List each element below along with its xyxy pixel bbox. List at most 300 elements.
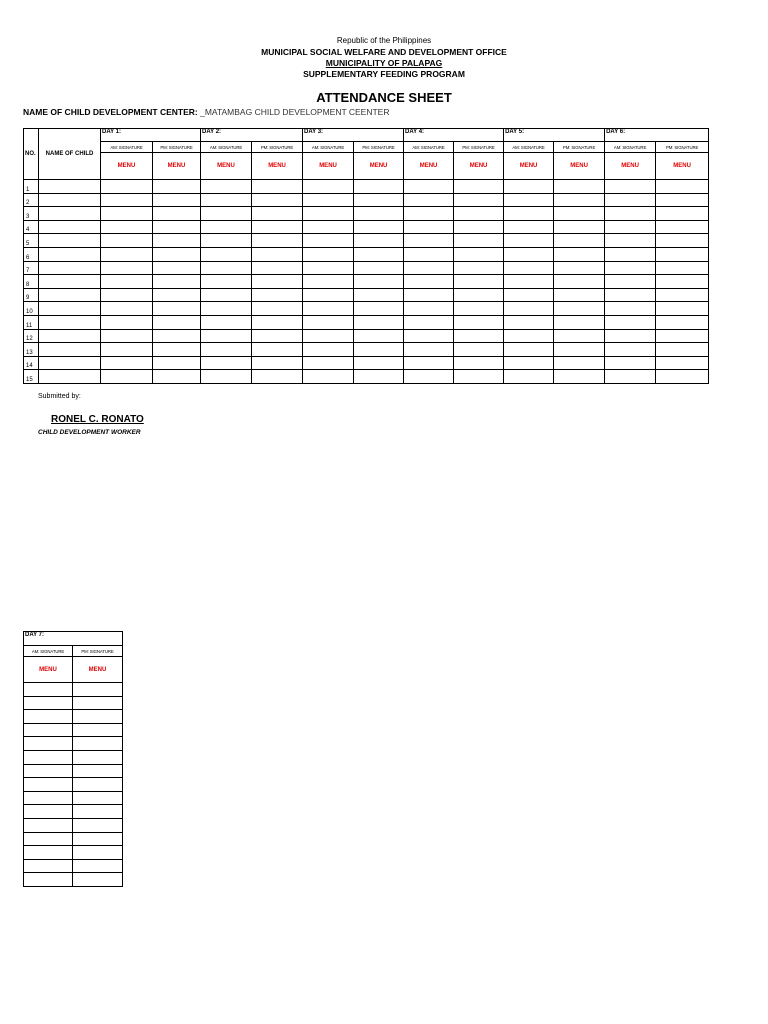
table-row: [24, 315, 709, 329]
table-row: [24, 832, 123, 846]
row-number: 1: [24, 180, 39, 194]
table-cell: [252, 315, 303, 329]
pm-signature-header: PM: SIGNATURE: [73, 646, 123, 657]
table-cell: [73, 805, 123, 819]
table-cell: [101, 315, 153, 329]
table-cell: [201, 288, 252, 302]
table-cell: [404, 220, 454, 234]
table-cell: [73, 846, 123, 860]
table-cell: [605, 370, 656, 384]
office-heading: MUNICIPAL SOCIAL WELFARE AND DEVELOPMENT OFFICE: [261, 47, 507, 57]
row-number: 13: [24, 343, 39, 357]
table-cell: [656, 302, 709, 316]
day-header: DAY 3:: [303, 129, 404, 142]
table-cell: [404, 275, 454, 289]
table-cell: [24, 696, 73, 710]
table-row: [24, 791, 123, 805]
table-cell: [404, 343, 454, 357]
table-cell: [101, 288, 153, 302]
table-cell: [101, 356, 153, 370]
menu-label: MENU: [153, 153, 201, 180]
table-cell: [252, 247, 303, 261]
menu-label: MENU: [504, 153, 554, 180]
table-cell: [454, 329, 504, 343]
table-cell: [201, 302, 252, 316]
table-row: [24, 275, 709, 289]
no-column-header: NO.: [24, 129, 39, 180]
table-cell: [101, 343, 153, 357]
table-cell: [24, 778, 73, 792]
table-cell: [454, 193, 504, 207]
table-cell: [39, 207, 101, 221]
table-row: [24, 778, 123, 792]
table-cell: [354, 220, 404, 234]
table-cell: [656, 329, 709, 343]
table-cell: [24, 832, 73, 846]
table-cell: [101, 220, 153, 234]
table-row: [24, 737, 123, 751]
table-cell: [656, 370, 709, 384]
am-signature-header: AM: SIGNATURE: [101, 142, 153, 153]
table-cell: [73, 818, 123, 832]
table-cell: [554, 220, 605, 234]
table-cell: [101, 247, 153, 261]
row-number: 3: [24, 207, 39, 221]
table-cell: [656, 193, 709, 207]
table-cell: [303, 234, 354, 248]
table-cell: [354, 207, 404, 221]
table-cell: [39, 261, 101, 275]
table-cell: [504, 234, 554, 248]
table-cell: [656, 288, 709, 302]
table-cell: [39, 356, 101, 370]
table-row: [24, 370, 709, 384]
table-cell: [24, 846, 73, 860]
center-value: _MATAMBAG CHILD DEVELOPMENT CEENTER: [197, 107, 390, 117]
table-cell: [73, 832, 123, 846]
table-cell: [656, 220, 709, 234]
table-row: [24, 193, 709, 207]
table-cell: [605, 234, 656, 248]
table-cell: [252, 343, 303, 357]
table-cell: [554, 315, 605, 329]
table-cell: [73, 683, 123, 697]
table-cell: [39, 275, 101, 289]
table-cell: [504, 288, 554, 302]
table-cell: [605, 329, 656, 343]
row-number: 5: [24, 234, 39, 248]
table-cell: [201, 207, 252, 221]
am-signature-header: AM: SIGNATURE: [605, 142, 656, 153]
table-cell: [153, 234, 201, 248]
table-cell: [656, 207, 709, 221]
table-cell: [504, 193, 554, 207]
table-cell: [303, 180, 354, 194]
table-cell: [24, 723, 73, 737]
table-cell: [454, 275, 504, 289]
table-cell: [554, 193, 605, 207]
table-cell: [554, 370, 605, 384]
table-row: [24, 329, 709, 343]
table-cell: [554, 356, 605, 370]
menu-label: MENU: [201, 153, 252, 180]
signer-name: RONEL C. RONATO: [51, 414, 144, 425]
table-row: [24, 723, 123, 737]
table-cell: [39, 193, 101, 207]
table-cell: [656, 343, 709, 357]
table-cell: [404, 329, 454, 343]
table-cell: [504, 220, 554, 234]
table-row: [24, 261, 709, 275]
table-cell: [504, 261, 554, 275]
row-number: 10: [24, 302, 39, 316]
table-cell: [554, 180, 605, 194]
table-cell: [303, 207, 354, 221]
day-header: DAY 5:: [504, 129, 605, 142]
table-cell: [454, 247, 504, 261]
table-cell: [554, 275, 605, 289]
table-cell: [153, 247, 201, 261]
pm-signature-header: PM: SIGNATURE: [354, 142, 404, 153]
table-cell: [656, 356, 709, 370]
republic-heading: Republic of the Philippines: [336, 36, 432, 45]
table-cell: [201, 370, 252, 384]
table-cell: [153, 370, 201, 384]
table-cell: [554, 207, 605, 221]
table-cell: [404, 288, 454, 302]
table-cell: [605, 356, 656, 370]
row-number: 6: [24, 247, 39, 261]
menu-label: MENU: [656, 153, 709, 180]
table-cell: [153, 275, 201, 289]
table-cell: [101, 261, 153, 275]
page-title: ATTENDANCE SHEET: [316, 90, 452, 105]
menu-label: MENU: [454, 153, 504, 180]
table-cell: [554, 343, 605, 357]
pm-signature-header: PM: SIGNATURE: [656, 142, 709, 153]
row-number: 4: [24, 220, 39, 234]
table-row: [24, 764, 123, 778]
menu-label: MENU: [303, 153, 354, 180]
menu-label: MENU: [73, 657, 123, 683]
table-cell: [252, 275, 303, 289]
row-number: 9: [24, 288, 39, 302]
table-row: [24, 683, 123, 697]
table-cell: [24, 791, 73, 805]
row-number: 2: [24, 193, 39, 207]
table-cell: [39, 234, 101, 248]
table-cell: [39, 370, 101, 384]
table-cell: [605, 343, 656, 357]
table-cell: [201, 356, 252, 370]
table-cell: [252, 207, 303, 221]
row-number: 14: [24, 356, 39, 370]
table-cell: [454, 370, 504, 384]
table-cell: [404, 234, 454, 248]
table-cell: [354, 275, 404, 289]
table-cell: [554, 288, 605, 302]
center-name-line: [23, 107, 390, 117]
table-cell: [454, 315, 504, 329]
table-cell: [554, 247, 605, 261]
table-cell: [303, 193, 354, 207]
table-cell: [404, 180, 454, 194]
table-cell: [39, 288, 101, 302]
table-row: [24, 180, 709, 194]
table-cell: [252, 220, 303, 234]
menu-label: MENU: [605, 153, 656, 180]
table-cell: [656, 180, 709, 194]
table-cell: [454, 207, 504, 221]
am-signature-header: AM: SIGNATURE: [404, 142, 454, 153]
table-cell: [354, 193, 404, 207]
table-row: [24, 343, 709, 357]
table-row: [24, 846, 123, 860]
table-cell: [24, 764, 73, 778]
table-cell: [354, 356, 404, 370]
pm-signature-header: PM: SIGNATURE: [252, 142, 303, 153]
table-cell: [554, 261, 605, 275]
table-cell: [201, 275, 252, 289]
day-header: DAY 4:: [404, 129, 504, 142]
table-cell: [252, 261, 303, 275]
table-cell: [504, 247, 554, 261]
table-cell: [73, 737, 123, 751]
table-cell: [101, 329, 153, 343]
table-cell: [73, 791, 123, 805]
menu-label: MENU: [252, 153, 303, 180]
table-cell: [24, 805, 73, 819]
table-cell: [303, 275, 354, 289]
program-heading: SUPPLEMENTARY FEEDING PROGRAM: [303, 69, 465, 79]
table-cell: [454, 343, 504, 357]
table-row: [24, 247, 709, 261]
pm-signature-header: PM: SIGNATURE: [554, 142, 605, 153]
table-cell: [605, 302, 656, 316]
am-signature-header: AM: SIGNATURE: [303, 142, 354, 153]
table-cell: [404, 247, 454, 261]
table-cell: [404, 356, 454, 370]
table-cell: [354, 261, 404, 275]
table-row: [24, 818, 123, 832]
table-cell: [101, 207, 153, 221]
table-cell: [153, 180, 201, 194]
municipality-heading: MUNICIPALITY OF PALAPAG: [325, 58, 443, 68]
signer-role: CHILD DEVELOPMENT WORKER: [38, 429, 141, 436]
table-cell: [303, 343, 354, 357]
table-cell: [252, 193, 303, 207]
table-cell: [303, 302, 354, 316]
table-cell: [454, 220, 504, 234]
table-cell: [454, 288, 504, 302]
table-cell: [39, 180, 101, 194]
table-cell: [101, 302, 153, 316]
table-cell: [153, 261, 201, 275]
table-cell: [101, 180, 153, 194]
table-cell: [252, 370, 303, 384]
table-row: [24, 750, 123, 764]
menu-label: MENU: [554, 153, 605, 180]
table-cell: [303, 329, 354, 343]
day7-attendance-table: [23, 631, 123, 887]
table-cell: [153, 302, 201, 316]
table-cell: [303, 370, 354, 384]
table-cell: [39, 302, 101, 316]
table-cell: [554, 234, 605, 248]
table-cell: [605, 207, 656, 221]
table-cell: [39, 315, 101, 329]
table-cell: [605, 193, 656, 207]
row-number: 11: [24, 315, 39, 329]
table-cell: [201, 315, 252, 329]
table-cell: [504, 180, 554, 194]
table-cell: [153, 356, 201, 370]
table-cell: [101, 370, 153, 384]
table-cell: [504, 315, 554, 329]
table-cell: [404, 193, 454, 207]
table-cell: [201, 180, 252, 194]
am-signature-header: AM: SIGNATURE: [201, 142, 252, 153]
table-cell: [354, 302, 404, 316]
table-cell: [354, 370, 404, 384]
table-cell: [153, 193, 201, 207]
table-cell: [303, 288, 354, 302]
table-cell: [605, 180, 656, 194]
table-cell: [201, 234, 252, 248]
name-column-header: NAME OF CHILD: [39, 129, 101, 180]
table-cell: [605, 247, 656, 261]
table-cell: [354, 234, 404, 248]
table-cell: [656, 261, 709, 275]
table-cell: [252, 288, 303, 302]
table-cell: [101, 275, 153, 289]
table-cell: [201, 220, 252, 234]
table-cell: [24, 818, 73, 832]
table-cell: [454, 356, 504, 370]
table-cell: [656, 315, 709, 329]
table-cell: [404, 207, 454, 221]
table-row: [24, 234, 709, 248]
table-cell: [201, 247, 252, 261]
table-cell: [504, 302, 554, 316]
pm-signature-header: PM: SIGNATURE: [454, 142, 504, 153]
table-row: [24, 859, 123, 873]
table-cell: [153, 207, 201, 221]
table-cell: [605, 315, 656, 329]
row-number: 7: [24, 261, 39, 275]
am-signature-header: AM: SIGNATURE: [24, 646, 73, 657]
day7-header: DAY 7:: [24, 632, 123, 646]
am-signature-header: AM: SIGNATURE: [504, 142, 554, 153]
table-cell: [605, 261, 656, 275]
table-cell: [73, 750, 123, 764]
table-row: [24, 710, 123, 724]
table-cell: [24, 710, 73, 724]
pm-signature-header: PM: SIGNATURE: [153, 142, 201, 153]
table-cell: [656, 234, 709, 248]
table-cell: [504, 343, 554, 357]
row-number: 12: [24, 329, 39, 343]
table-cell: [303, 220, 354, 234]
table-cell: [605, 288, 656, 302]
table-cell: [404, 315, 454, 329]
table-cell: [153, 220, 201, 234]
table-cell: [252, 180, 303, 194]
table-row: [24, 696, 123, 710]
table-cell: [504, 356, 554, 370]
table-cell: [504, 207, 554, 221]
table-cell: [404, 302, 454, 316]
table-cell: [354, 288, 404, 302]
table-cell: [73, 723, 123, 737]
table-cell: [454, 261, 504, 275]
table-cell: [404, 370, 454, 384]
table-cell: [252, 302, 303, 316]
table-cell: [101, 193, 153, 207]
table-cell: [201, 261, 252, 275]
day-header: DAY 1:: [101, 129, 201, 142]
row-number: 15: [24, 370, 39, 384]
table-cell: [201, 329, 252, 343]
table-cell: [153, 315, 201, 329]
table-cell: [201, 193, 252, 207]
table-cell: [73, 696, 123, 710]
table-cell: [354, 343, 404, 357]
table-cell: [656, 275, 709, 289]
table-row: [24, 805, 123, 819]
table-cell: [73, 710, 123, 724]
table-cell: [39, 343, 101, 357]
table-cell: [24, 683, 73, 697]
table-cell: [504, 329, 554, 343]
table-cell: [201, 343, 252, 357]
table-cell: [303, 356, 354, 370]
table-row: [24, 207, 709, 221]
table-cell: [504, 370, 554, 384]
table-cell: [354, 247, 404, 261]
menu-label: MENU: [404, 153, 454, 180]
table-row: [24, 220, 709, 234]
table-cell: [303, 261, 354, 275]
table-cell: [24, 859, 73, 873]
table-cell: [101, 234, 153, 248]
table-cell: [404, 261, 454, 275]
table-cell: [554, 329, 605, 343]
day-header: DAY 6:: [605, 129, 709, 142]
table-cell: [252, 234, 303, 248]
table-cell: [73, 778, 123, 792]
table-cell: [73, 764, 123, 778]
table-row: [24, 356, 709, 370]
table-cell: [605, 220, 656, 234]
menu-label: MENU: [24, 657, 73, 683]
table-cell: [73, 873, 123, 887]
table-cell: [153, 329, 201, 343]
menu-label: MENU: [101, 153, 153, 180]
table-cell: [24, 873, 73, 887]
table-cell: [504, 275, 554, 289]
table-cell: [554, 302, 605, 316]
row-number: 8: [24, 275, 39, 289]
table-cell: [454, 180, 504, 194]
table-cell: [39, 329, 101, 343]
table-cell: [354, 180, 404, 194]
table-cell: [303, 247, 354, 261]
table-cell: [454, 302, 504, 316]
table-cell: [252, 356, 303, 370]
table-cell: [24, 737, 73, 751]
attendance-table: [23, 128, 709, 384]
